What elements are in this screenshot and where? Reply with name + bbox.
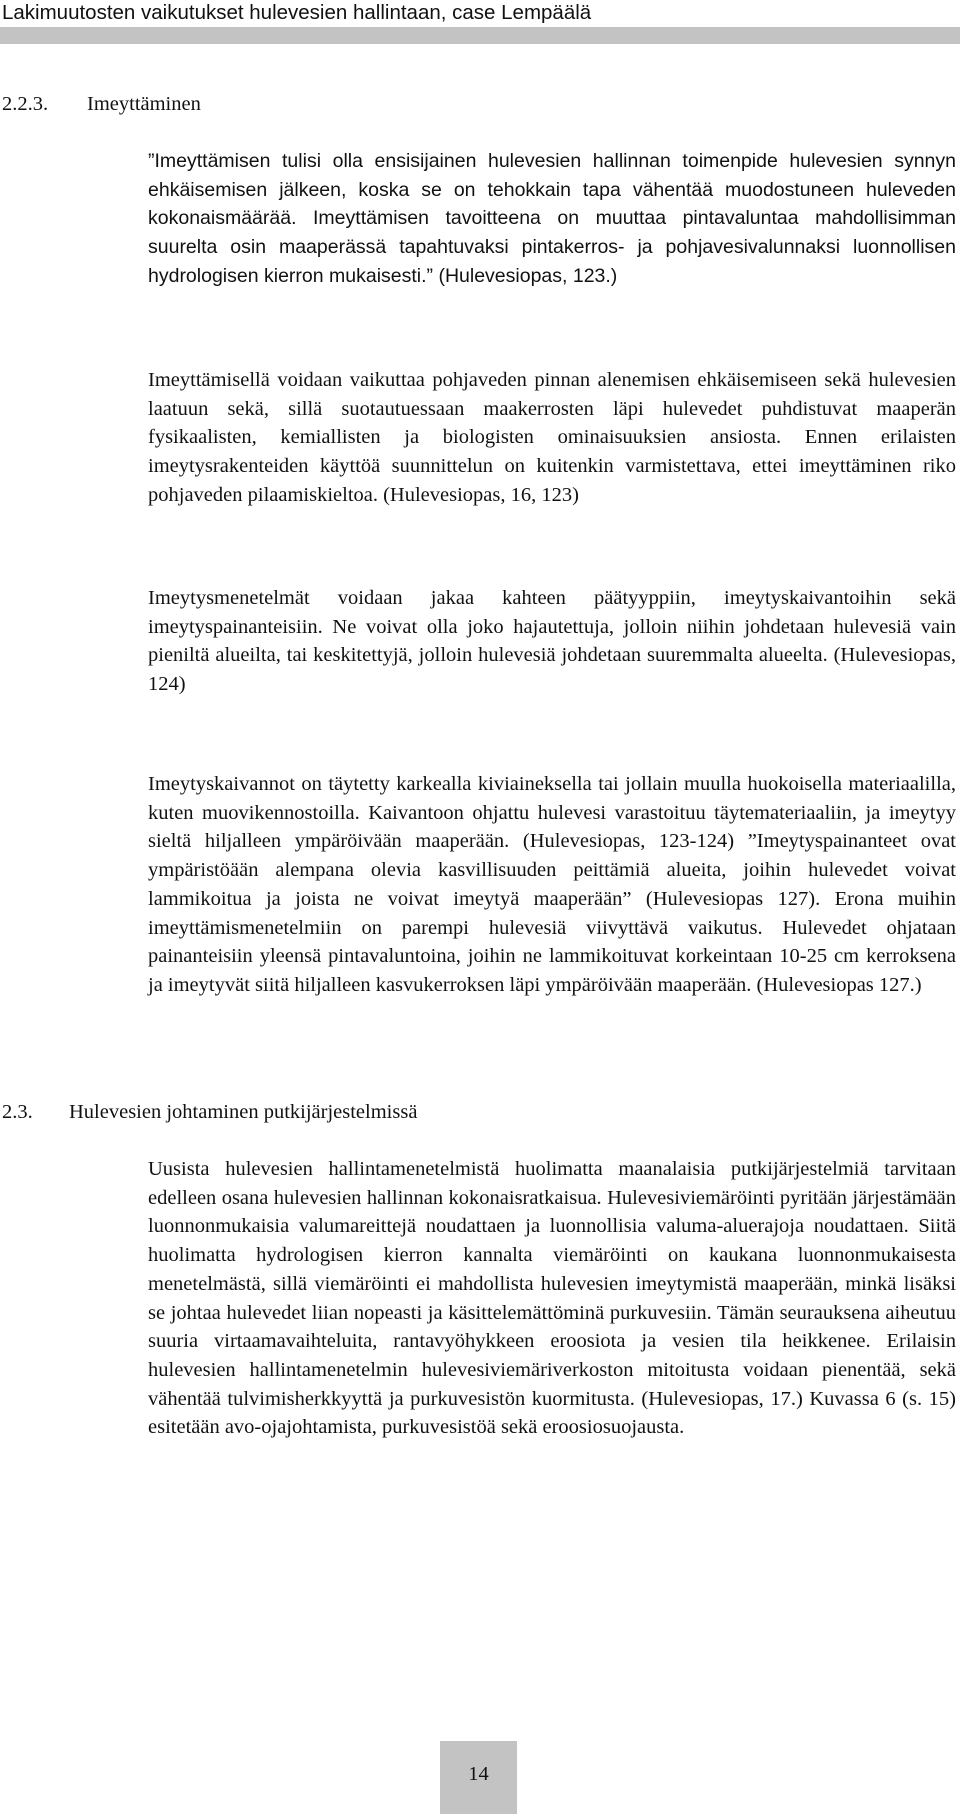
body-paragraph-2: Imeytysmenetelmät voidaan jakaa kahteen päätyyppiin, imeytyskaivantoihin sekä imeytyspainanteisiin. Ne voivat olla joko hajautettuja, jolloin niihin johdetaan hulevesiä vain pieniltä alueilta, tai keskitettyjä, jolloin hulevesiä johdetaan suuremmalta alueelta. (Hulevesiopas, 124) [148, 587, 956, 696]
body-paragraph-3: Imeytyskaivannot on täytetty karkealla kiviaineksella tai jollain muulla huokoisella materiaalilla, kuten muovikennostoilla. Kaivantoon ohjattu hulevesi varastoituu täytemateriaaliin, ja imeytyy sieltä hiljalleen ympäröivään maaperään. (Hulevesiopas, 123-124) ”Imeytyspainanteet ovat ympäristöään alempana olevia kasvillisuuden peittämiä alueita, joihin hulevedet voivat lammikoitua ja joista ne voivat imeytyä maaperään” (Hulevesiopas 127). Erona muihin imeyttämismenetelmiin on parempi hulevesiä viivyttävä vaikutus. Hulevedet ohjataan painanteisiin yleensä pintavaluntoina, joihin ne lammikoituvat korkeintaan 10-25 cm kerroksena ja imeytyvät siitä hiljalleen kasvukerroksen läpi ympäröivään maaperään. (Hulevesiopas 127.) [148, 773, 956, 996]
section-number: 2.3. [2, 1101, 33, 1123]
quote-paragraph: ”Imeyttämisen tulisi olla ensisijainen hulevesien hallinnan toimenpide hulevesien synnyn ehkäisemisen jälkeen, koska se on tehokkain tapa vähentää muodostuneen huleveden kokonaismäärää. Imeyttämisen tavoitteena on muuttaa pintavaluntaa mahdollisimman suurelta osin maaperässä tapahtuvaksi pintakerros- ja pohjavesivalunnaksi luonnollisen hydrologisen kierron mukaisesti.” (Hulevesiopas, 123.) [148, 150, 956, 287]
body-paragraph-1: Imeyttämisellä voidaan vaikuttaa pohjaveden pinnan alenemisen ehkäisemiseen sekä hulevesien laatuun sekä, sillä suotautuessaan maakerrosten läpi hulevedet puhdistuvat maaperän fysikaalisten, kemiallisten ja biologisten ominaisuuksien ansiosta. Ennen erilaisten imeytysrakenteiden käyttöä suunnittelun on kuitenkin varmistettava, ettei imeyttäminen riko pohjaveden pilaamiskieltoa. (Hulevesiopas, 16, 123) [148, 369, 956, 506]
section-title: Hulevesien johtaminen putkijärjestelmissä [69, 1101, 418, 1123]
section-number: 2.2.3. [2, 93, 49, 115]
document-title: Lakimuutosten vaikutukset hulevesien hallintaan, case Lempäälä [2, 1, 592, 24]
body-paragraph-4: Uusista hulevesien hallintamenetelmistä huolimatta maanalaisia putkijärjestelmiä tarvitaan edelleen osana hulevesien hallinnan kokonaisratkaisua. Hulevesiviemäröinti pyritään järjestämään luonnonmukaisia valumareittejä noudattaen ja luonnollisia valuma-aluerajoja noudattaen. Siitä huolimatta hydrologisen kierron kannalta viemäröinti on kaukana luonnonmukaisesta menetelmästä, sillä viemäröinti ei mahdollista hulevesien imeytymistä maaperään, minkä lisäksi se johtaa hulevedet liian nopeasti ja käsittelemättöminä purkuvesiin. Tämän seurauksena aiheutuu suuria virtaamavaihteluita, rantavyöhykkeen eroosiota ja vesien tila heikkenee. Erilaisin hulevesien hallintamenetelmin hulevesiviemäriverkoston mitoitusta voidaan pienentää, sekä vähentää tulvimisherkkyyttä ja purkuvesistön kuormitusta. (Hulevesiopas, 17.) Kuvassa 6 (s. 15) esitetään avo-ojajohtamista, purkuvesistöä sekä eroosiosuojausta. [148, 1158, 956, 1439]
section-title: Imeyttäminen [87, 93, 201, 115]
header-rule [0, 27, 960, 44]
page-number: 14 [468, 1763, 489, 1785]
section-heading-2-3 [2, 1100, 418, 1124]
section-heading-2-2-3 [2, 92, 201, 116]
page-number-box [440, 1741, 517, 1814]
running-header [0, 0, 960, 30]
